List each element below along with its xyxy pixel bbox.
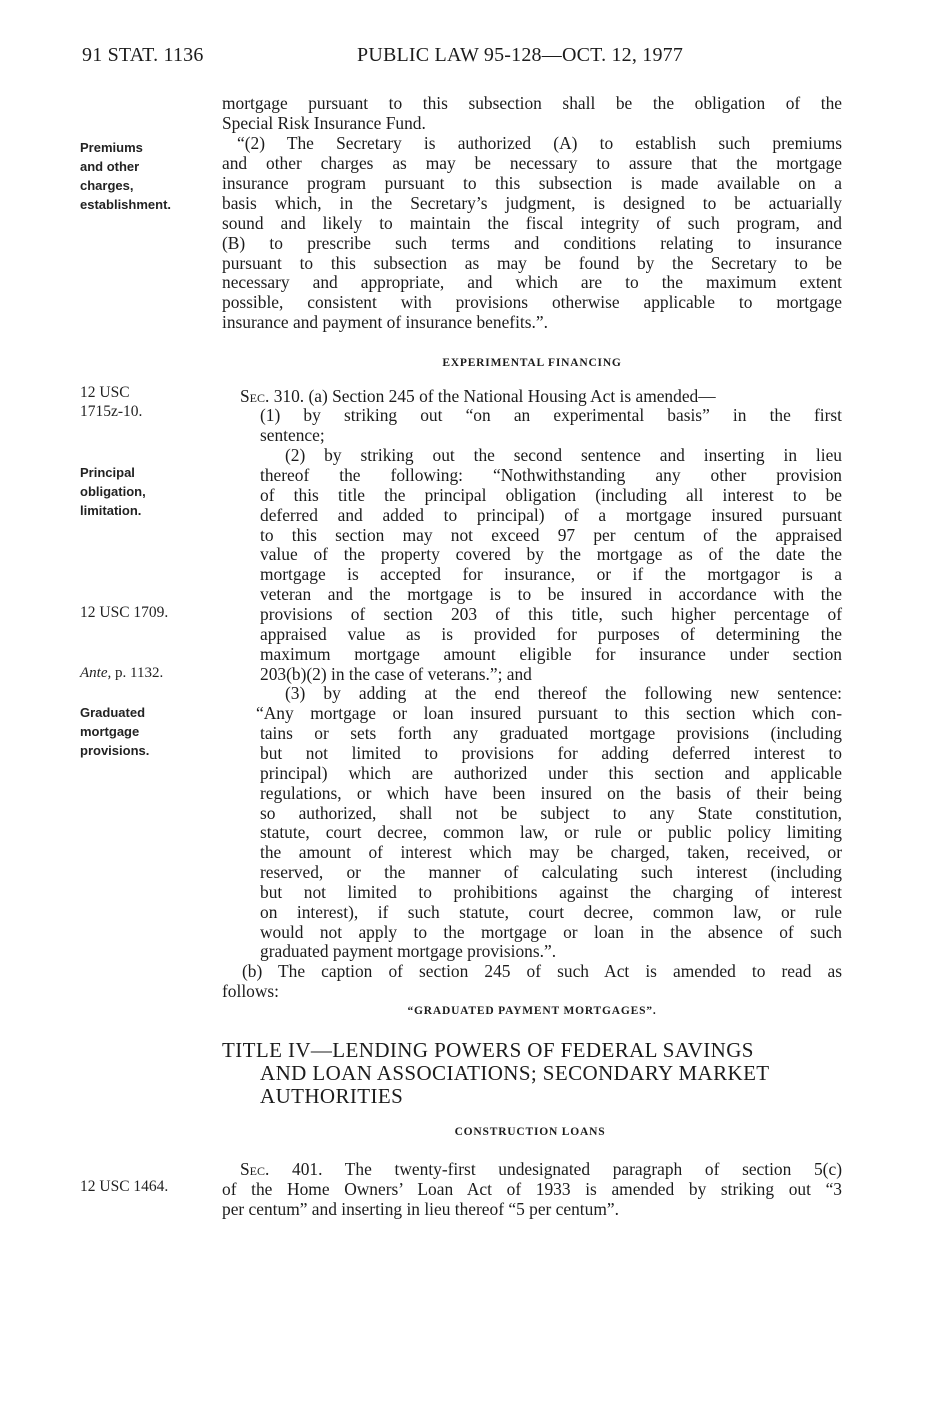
body-line: necessary and appropriate, and which are to the maximum extent bbox=[222, 272, 842, 292]
public-law-header: PUBLIC LAW 95-128—OCT. 12, 1977 bbox=[357, 44, 684, 66]
sec-401-text: 401. The twenty-first undesignated paragraph of section 5(c) bbox=[269, 1159, 842, 1179]
margin-note-line: charges, bbox=[80, 178, 134, 193]
body-line: of this title the principal obligation (including all interest to be bbox=[260, 485, 842, 505]
margin-note-usc-1464: 12 USC 1464. bbox=[80, 1178, 169, 1195]
body-line: pursuant to this subsection as may be found by the Secretary to be bbox=[222, 253, 842, 273]
body-line: principal) which are authorized under this section and applicable bbox=[260, 763, 842, 783]
body-line: insurance and payment of insurance benefits.”. bbox=[222, 312, 548, 332]
margin-note-line: 1715z-10. bbox=[80, 403, 143, 420]
body-line: (3) by adding at the end thereof the following new sentence: bbox=[285, 683, 842, 703]
caption-graduated-payment-mortgages: “GRADUATED PAYMENT MORTGAGES”. bbox=[407, 1005, 657, 1017]
body-line: statute, court decree, common law, or rule or public policy limiting bbox=[260, 822, 842, 842]
body-line: to this section may not exceed 97 per centum of the appraised bbox=[260, 525, 842, 545]
body-line: (B) to prescribe such terms and conditions relating to insurance bbox=[222, 233, 842, 253]
margin-note-line: obligation, bbox=[80, 484, 146, 499]
ante-page: p. 1132. bbox=[111, 665, 164, 681]
margin-note-usc-1709: 12 USC 1709. bbox=[80, 604, 169, 621]
body-line: (b) The caption of section 245 of such Act is amended to read as bbox=[242, 961, 842, 981]
body-line: Special Risk Insurance Fund. bbox=[222, 113, 426, 133]
title-iv-line-1: TITLE IV—LENDING POWERS OF FEDERAL SAVINGS bbox=[222, 1038, 754, 1062]
body-line: of the Home Owners’ Loan Act of 1933 is amended by striking out “3 bbox=[222, 1179, 842, 1199]
section-heading-construction-loans: CONSTRUCTION LOANS bbox=[454, 1126, 606, 1138]
margin-note-line: establishment. bbox=[80, 197, 172, 212]
body-line: (1) by striking out “on an experimental basis” in the first bbox=[260, 405, 842, 425]
body-line: and other charges as may be necessary to assure that the mortgage bbox=[222, 153, 842, 173]
body-line: provisions of section 203 of this title, such higher percentage of bbox=[260, 604, 842, 624]
body-line: basis which, in the Secretary’s judgment, is designed to be actuarially bbox=[222, 193, 842, 213]
body-line: possible, consistent with provisions otherwise applicable to mortgage bbox=[222, 292, 842, 312]
body-line: “(2) The Secretary is authorized (A) to establish such premiums bbox=[237, 133, 842, 153]
body-line: the amount of interest which may be charged, taken, received, or bbox=[260, 842, 842, 862]
body-line: regulations, or which have been insured on the basis of their being bbox=[260, 783, 842, 803]
body-line: would not apply to the mortgage or loan in the absence of such bbox=[260, 922, 842, 942]
margin-note-line: limitation. bbox=[80, 503, 142, 518]
body-line: deferred and added to principal) of a mortgage insured pursuant bbox=[260, 505, 842, 525]
body-line: appraised value as is provided for purposes of determining the bbox=[260, 624, 842, 644]
body-line: mortgage is accepted for insurance, or if the mortgagor is a bbox=[260, 564, 842, 584]
body-line: thereof the following: “Nothwithstanding any other provision bbox=[260, 465, 842, 485]
body-line: but not limited to prohibitions against the charging of interest bbox=[260, 882, 842, 902]
page-reference: 91 STAT. 1136 bbox=[82, 44, 204, 66]
body-line-sec-310 bbox=[240, 387, 842, 407]
margin-note-line: Graduated bbox=[80, 705, 146, 720]
body-line: sentence; bbox=[260, 425, 325, 445]
margin-note-principal bbox=[80, 463, 200, 520]
body-line: maximum mortgage amount eligible for insurance under section bbox=[260, 644, 842, 664]
body-line: but not limited to provisions for adding deferred interest to bbox=[260, 743, 842, 763]
body-line: (2) by striking out the second sentence and inserting in lieu bbox=[285, 445, 842, 465]
margin-note-line: and other bbox=[80, 159, 140, 174]
section-heading-experimental-financing: EXPERIMENTAL FINANCING bbox=[442, 357, 622, 369]
margin-note-line: 12 USC bbox=[80, 384, 130, 401]
body-line: tains or sets forth any graduated mortgage provisions (including bbox=[260, 723, 842, 743]
body-line-sec-401 bbox=[240, 1160, 842, 1180]
body-line: follows: bbox=[222, 981, 280, 1001]
body-line: value of the property covered by the mortgage as of the date the bbox=[260, 544, 842, 564]
body-line: “Any mortgage or loan insured pursuant to this section which con- bbox=[256, 703, 842, 723]
margin-note-usc-1715z bbox=[80, 383, 200, 421]
body-line: so authorized, shall not be subject to any State constitution, bbox=[260, 803, 842, 823]
title-iv-line-3: AUTHORITIES bbox=[260, 1084, 404, 1108]
margin-note-ante bbox=[80, 664, 200, 683]
sec-label: Sec. bbox=[240, 1159, 270, 1179]
margin-note-line: provisions. bbox=[80, 743, 150, 758]
body-line: insurance program pursuant to this subsection is made available on a bbox=[222, 173, 842, 193]
body-line: graduated payment mortgage provisions.”. bbox=[260, 941, 557, 961]
margin-note-line: Principal bbox=[80, 465, 135, 480]
body-line: veteran and the mortgage is to be insured in accordance with the bbox=[260, 584, 842, 604]
body-line: per centum” and inserting in lieu thereof “5 per centum”. bbox=[222, 1199, 619, 1219]
margin-note-line: Premiums bbox=[80, 140, 143, 155]
margin-note-graduated bbox=[80, 703, 200, 760]
title-iv-line-2: AND LOAN ASSOCIATIONS; SECONDARY MARKET bbox=[260, 1061, 770, 1085]
body-line: 203(b)(2) in the case of veterans.”; and bbox=[260, 664, 532, 684]
body-line: reserved, or the manner of calculating such interest (including bbox=[260, 862, 842, 882]
ante-italic: Ante, bbox=[80, 665, 112, 681]
body-line: sound and likely to maintain the fiscal integrity of such program, and bbox=[222, 213, 842, 233]
margin-note-line: mortgage bbox=[80, 724, 140, 739]
body-line: mortgage pursuant to this subsection shall be the obligation of the bbox=[222, 93, 842, 113]
body-line: on interest), if such statute, court decree, common law, or rule bbox=[260, 902, 842, 922]
sec-310-text: 310. (a) Section 245 of the National Housing Act is amended— bbox=[269, 386, 716, 406]
margin-note-premiums bbox=[80, 138, 200, 214]
sec-label: Sec. bbox=[240, 386, 270, 406]
